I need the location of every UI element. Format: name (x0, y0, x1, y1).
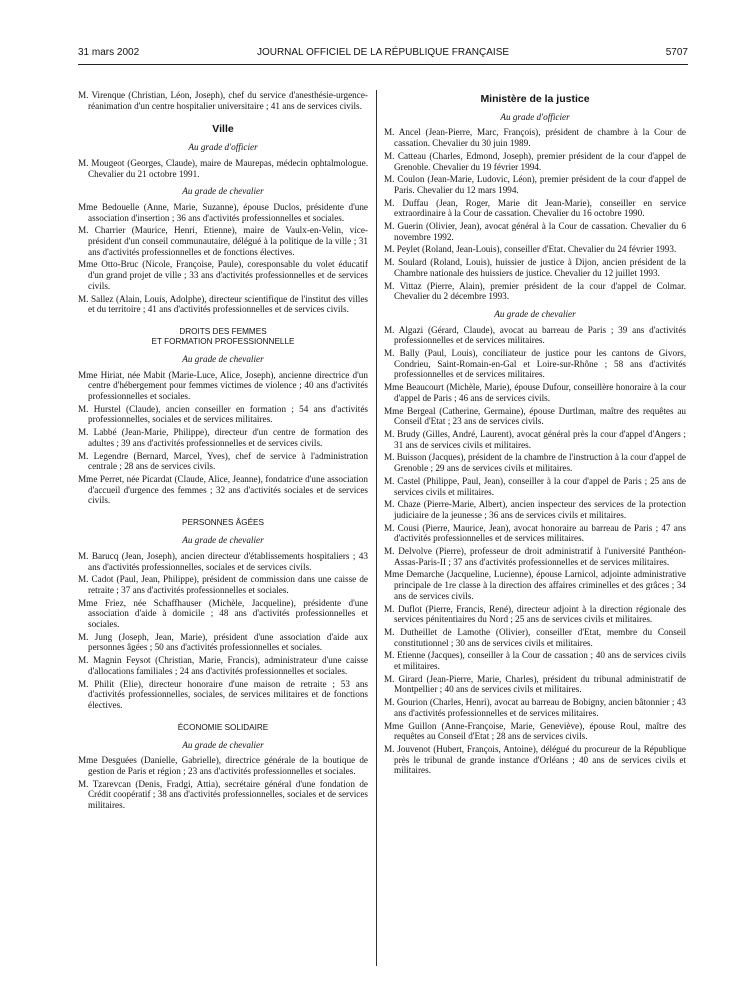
list-item: M. Ancel (Jean-Pierre, Marc, François), président de chambre à la Cour de cassation. Chevalier du 30 juin 1989. (384, 127, 686, 149)
list-item: M. Gourion (Charles, Henri), avocat au barreau de Bobigny, ancien bâtonnier ; 43 ans d'activités professionnelles et de services militaires. (384, 697, 686, 718)
list-item: Mme Bergeal (Catherine, Germaine), épouse Durtlman, maître des requêtes au Conseil d'Etat ; 23 ans de services civils. (384, 405, 686, 427)
section-title-line: DROITS DES FEMMES (179, 326, 267, 336)
section-title-ville: Ville (212, 123, 234, 136)
list-item: M. Jung (Joseph, Jean, Marie), président d'une association d'aide aux personnes âgées ; 50 ans d'activités professionnelles et sociales. (78, 631, 368, 653)
list-item: M. Coulon (Jean-Marie, Ludovic, Léon), premier président de la cour d'appel de Paris. Chevalier du 12 mars 1994. (384, 174, 686, 195)
list-item: M. Sallez (Alain, Louis, Adolphe), directeur scientifique de l'institut des villes et du territoire ; 41 ans d'activités professionnelles et de services civils. (78, 293, 368, 315)
list-item: M. Dutheillet de Lamothe (Olivier), conseiller d'Etat, membre du Conseil constitutionnel ; 30 ans de services civils et militaires. (384, 626, 686, 648)
list-item: M. Guerin (Olivier, Jean), avocat général à la Cour de cassation. Chevalier du 6 novembre 1992. (384, 221, 686, 242)
list-item: M. Soulard (Roland, Louis), huissier de justice à Dijon, ancien président de la Chambre nationale des huissiers de justice. Chevalier du 12 juillet 1993. (384, 257, 686, 278)
list-item: M. Magnin Feysot (Christian, Marie, Francis), administrateur d'une caisse d'allocations familiales ; 24 ans d'activités professionnelles et sociales. (78, 655, 368, 676)
grade-heading: Au grade de chevalier (182, 353, 264, 364)
list-item: M. Buisson (Jacques), président de la chambre de l'instruction à la cour d'appel de Grenoble ; 29 ans de services civils et militaires. (384, 452, 686, 474)
grade-heading: Au grade d'officier (188, 142, 258, 153)
page-number: 5707 (665, 47, 688, 58)
section-title-line: ET FORMATION PROFESSIONNELLE (151, 336, 295, 346)
list-item: Mme Desguées (Danielle, Gabrielle), directrice générale de la boutique de gestion de Paris et région ; 23 ans d'activités professionnelles et sociales. (78, 755, 368, 777)
list-item: Mme Friez, née Schaffhauser (Michèle, Jacqueline), présidente d'une association d'aide à domicile ; 48 ans d'activités professionnelles et sociales. (78, 597, 368, 630)
list-item: Mme Hiriat, née Mabit (Marie-Luce, Alice, Joseph), ancienne directrice d'un centre d'hébergement pour femmes victimes de violence ; 40 ans d'activités professionnelles et sociales. (78, 369, 368, 402)
list-item: M. Mougeot (Georges, Claude), maire de Maurepas, médecin ophtalmologue. Chevalier du 21 octobre 1991. (78, 157, 368, 179)
list-item: Mme Otto-Bruc (Nicole, Françoise, Paule), coresponsable du volet éducatif d'un grand projet de ville ; 33 ans d'activités professionnelles et de services civils. (78, 259, 368, 291)
grade-heading: Au grade de chevalier (182, 739, 264, 750)
list-item: M. Hurstel (Claude), ancien conseiller en formation ; 54 ans d'activités professionnelles, sociales et de services militaires. (78, 403, 368, 425)
header-rule (78, 64, 688, 65)
list-item: M. Girard (Jean-Pierre, Marie, Charles), président du tribunal administratif de Montpellier ; 40 ans de services civils et militaires. (384, 673, 686, 695)
list-item: M. Delvolve (Pierre), professeur de droit administratif à l'université Panthéon-Assas-Paris-II ; 37 ans d'activités professionnelles et de services militaires. (384, 546, 686, 567)
list-item: M. Algazi (Gérard, Claude), avocat au barreau de Paris ; 39 ans d'activités professionnelles et de services militaires. (384, 324, 686, 346)
list-item: M. Cadot (Paul, Jean, Philippe), président de commission dans une caisse de retraite ; 37 ans d'activités professionnelles et sociales. (78, 574, 368, 595)
list-item: M. Catteau (Charles, Edmond, Joseph), premier président de la cour d'appel de Grenoble. Chevalier du 19 février 1994. (384, 150, 686, 172)
list-item: Mme Demarche (Jacqueline, Lucienne), épouse Larnicol, adjointe administrative principale de 1re classe à la direction des affaires criminelles et des grâces ; 34 ans de services civils. (384, 569, 686, 601)
page-header (78, 46, 688, 60)
header-date: 31 mars 2002 (78, 47, 140, 58)
section-title-justice: Ministère de la justice (480, 93, 590, 105)
list-item: M. Peylet (Roland, Jean-Louis), conseiller d'Etat. Chevalier du 24 février 1993. (384, 244, 677, 255)
list-item: M. Duflot (Pierre, Francis, René), directeur adjoint à la direction régionale des services pénitentiaires du Nord ; 25 ans de services civils et militaires. (384, 603, 686, 625)
list-item: M. Chaze (Pierre-Marie, Albert), ancien inspecteur des services de la protection judiciaire de la jeunesse ; 36 ans de services civils et militaires. (384, 499, 686, 520)
list-item: M. Virenque (Christian, Léon, Joseph), chef du service d'anesthésie-urgence-réanimation d'un centre hospitalier universitaire ; 41 ans de services civils. (78, 90, 368, 111)
section-title-personnes-agees: PERSONNES ÂGÉES (182, 518, 264, 528)
list-item: M. Jouvenot (Hubert, François, Antoine), délégué du procureur de la République près le tribunal de grande instance d'Orléans ; 40 ans de services civils et militaires. (384, 743, 686, 776)
list-item: Mme Guillon (Anne-Françoise, Marie, Geneviève), épouse Roul, maître des requêtes au Conseil d'Etat ; 28 ans de services civils. (384, 720, 686, 742)
grade-heading: Au grade de chevalier (182, 186, 264, 197)
left-column (78, 90, 368, 813)
list-item: M. Bally (Paul, Louis), conciliateur de justice pour les cantons de Givors, Condrieu, Saint-Romain-en-Gal et Loire-sur-Rhône ; 58 ans d'activités professionnelles et de services militaires. (384, 348, 686, 380)
right-column (384, 90, 686, 778)
list-item: M. Labbé (Jean-Marie, Philippe), directeur d'un centre de formation des adultes ; 39 ans d'activités professionnelles et de services civils. (78, 427, 368, 448)
grade-heading: Au grade d'officier (500, 111, 570, 122)
grade-heading: Au grade de chevalier (182, 535, 264, 546)
list-item: M. Legendre (Bernard, Marcel, Yves), chef de service à l'administration centrale ; 28 ans de services civils. (78, 450, 368, 472)
list-item: Mme Bedouelle (Anne, Marie, Suzanne), épouse Duclos, présidente d'une association d'insertion ; 36 ans d'activités professionnelles et sociales. (78, 201, 368, 223)
list-item: M. Etienne (Jacques), conseiller à la Cour de cassation ; 40 ans de services civils et militaires. (384, 650, 686, 672)
list-item: Mme Perret, née Picardat (Claude, Alice, Jeanne), fondatrice d'une association d'accueil d'urgence des femmes ; 32 ans d'activités sociales et de services civils. (78, 473, 368, 506)
header-title: JOURNAL OFFICIEL DE LA RÉPUBLIQUE FRANÇAISE (256, 47, 510, 58)
list-item: M. Barucq (Jean, Joseph), ancien directeur d'établissements hospitaliers ; 43 ans d'activités professionnelles, sociales et de services civils. (78, 550, 368, 572)
list-item: Mme Beaucourt (Michèle, Marie), épouse Dufour, conseillère honoraire à la cour d'appel de Paris ; 46 ans de services civils. (384, 382, 686, 403)
list-item: M. Charrier (Maurice, Henri, Etienne), maire de Vaulx-en-Velin, vice-président d'un conseil communautaire, délégué à la politique de la ville ; 31 ans d'activités professionnelles et de fonctions électives. (78, 225, 368, 257)
section-title-droits-des-femmes (78, 327, 368, 347)
list-item: M. Vittaz (Pierre, Alain), premier président de la cour d'appel de Colmar. Chevalier du 2 décembre 1993. (384, 280, 686, 302)
list-item: M. Duffau (Jean, Roger, Marie dit Jean-Marie), conseiller en service extraordinaire à la Cour de cassation. Chevalier du 16 octobre 1990. (384, 197, 686, 219)
list-item: M. Castel (Philippe, Paul, Jean), conseiller à la cour d'appel de Paris ; 25 ans de services civils et militaires. (384, 475, 686, 497)
section-title-economie-solidaire: ÉCONOMIE SOLIDAIRE (177, 722, 269, 732)
list-item: M. Brudy (Gilles, André, Laurent), avocat général près la cour d'appel d'Angers ; 31 ans de services civils et militaires. (384, 428, 686, 450)
grade-heading: Au grade de chevalier (494, 308, 576, 319)
list-item: M. Cousi (Pierre, Maurice, Jean), avocat honoraire au barreau de Paris ; 47 ans d'activités professionnelles et de services militaires. (384, 522, 686, 544)
list-item: M. Philit (Elie), directeur honoraire d'une maison de retraite ; 53 ans d'activités professionnelles, sociales, de services militaires et de fonctions électives. (78, 678, 368, 710)
list-item: M. Tzarevcan (Denis, Fradgi, Attia), secrétaire général d'une fondation de Crédit coopératif ; 38 ans d'activités professionnelles, sociales et de services militaires. (78, 778, 368, 811)
column-divider (376, 90, 377, 966)
